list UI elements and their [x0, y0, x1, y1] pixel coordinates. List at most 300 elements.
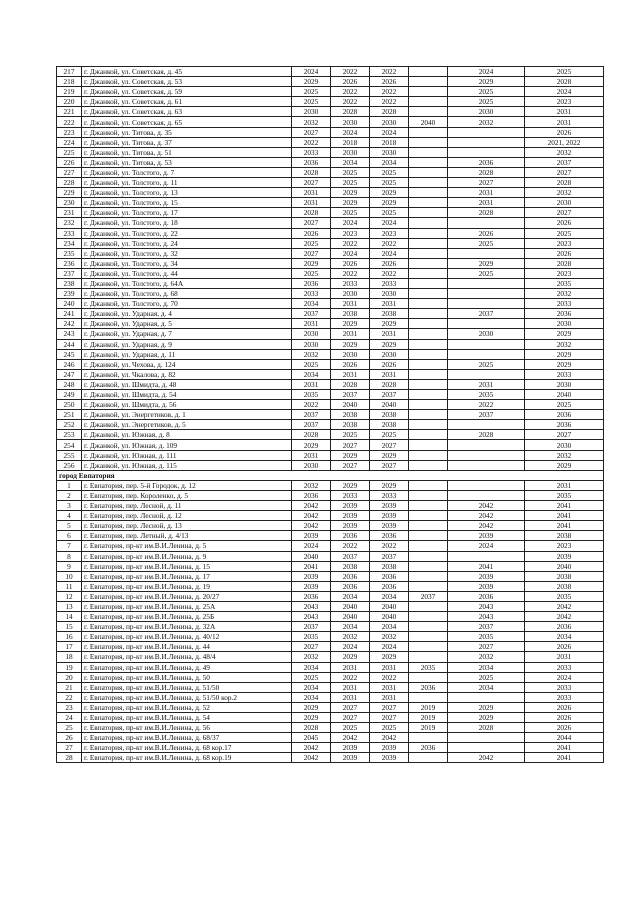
row-number: 239: [57, 289, 82, 299]
year-cell-3: 2034: [370, 157, 409, 167]
year-cell-2: 2033: [331, 278, 370, 288]
year-cell-5: 2039: [448, 531, 525, 541]
year-cell-1: 2040: [292, 551, 331, 561]
row-number: 251: [57, 410, 82, 420]
year-cell-6: 2033: [525, 369, 604, 379]
year-cell-3: 2031: [370, 299, 409, 309]
year-cell-1: 2034: [292, 299, 331, 309]
table-row: [57, 178, 604, 188]
year-cell-4: [409, 642, 448, 652]
year-cell-2: 2029: [331, 652, 370, 662]
year-cell-6: 2026: [525, 702, 604, 712]
table-row: [57, 430, 604, 440]
year-cell-4: [409, 248, 448, 258]
year-cell-6: 2032: [525, 147, 604, 157]
row-number: 24: [57, 713, 82, 723]
year-cell-3: 2022: [370, 97, 409, 107]
year-cell-4: [409, 67, 448, 77]
year-cell-3: 2039: [370, 501, 409, 511]
year-cell-5: 2034: [448, 662, 525, 672]
table-row: [57, 97, 604, 107]
year-cell-1: 2036: [292, 278, 331, 288]
year-cell-2: 2024: [331, 248, 370, 258]
year-cell-2: 2029: [331, 188, 370, 198]
year-cell-1: 2032: [292, 480, 331, 490]
year-cell-5: [448, 319, 525, 329]
year-cell-1: 2031: [292, 450, 331, 460]
year-cell-3: 2040: [370, 400, 409, 410]
year-cell-5: 2031: [448, 188, 525, 198]
row-number: 26: [57, 733, 82, 743]
year-cell-1: 2028: [292, 430, 331, 440]
year-cell-6: 2033: [525, 682, 604, 692]
table-row: [57, 420, 604, 430]
year-cell-4: [409, 692, 448, 702]
year-cell-4: [409, 228, 448, 238]
year-cell-2: 2027: [331, 440, 370, 450]
year-cell-2: 2029: [331, 450, 370, 460]
year-cell-1: 2034: [292, 692, 331, 702]
year-cell-6: 2031: [525, 480, 604, 490]
year-cell-5: 2036: [448, 157, 525, 167]
row-number: 19: [57, 662, 82, 672]
year-cell-2: 2028: [331, 107, 370, 117]
year-cell-4: [409, 369, 448, 379]
year-cell-6: 2033: [525, 299, 604, 309]
year-cell-6: 2035: [525, 490, 604, 500]
address-cell: г. Евпатория, пер. 5-й Городок, д. 12: [82, 480, 292, 490]
year-cell-5: [448, 450, 525, 460]
year-cell-3: 2032: [370, 632, 409, 642]
year-cell-3: 2022: [370, 67, 409, 77]
year-cell-6: 2041: [525, 501, 604, 511]
row-number: 247: [57, 369, 82, 379]
table-row: [57, 278, 604, 288]
year-cell-6: 2041: [525, 511, 604, 521]
year-cell-3: 2039: [370, 511, 409, 521]
section-header-row: [57, 470, 604, 480]
address-cell: г. Евпатория, пр-кт им.В.И.Ленина, д. 25Б: [82, 612, 292, 622]
address-cell: г. Евпатория, пр-кт им.В.И.Ленина, д. 51/50 кор.2: [82, 692, 292, 702]
year-cell-1: 2028: [292, 723, 331, 733]
year-cell-3: 2037: [370, 551, 409, 561]
year-cell-3: 2029: [370, 188, 409, 198]
year-cell-4: 2035: [409, 662, 448, 672]
section-title: город Евпатория: [57, 470, 604, 480]
year-cell-6: 2032: [525, 188, 604, 198]
row-number: 250: [57, 400, 82, 410]
year-cell-2: 2028: [331, 379, 370, 389]
year-cell-3: 2028: [370, 379, 409, 389]
year-cell-3: 2027: [370, 702, 409, 712]
table-row: [57, 289, 604, 299]
year-cell-4: [409, 359, 448, 369]
table-row: [57, 379, 604, 389]
year-cell-6: 2036: [525, 309, 604, 319]
row-number: 228: [57, 178, 82, 188]
year-cell-5: 2024: [448, 67, 525, 77]
year-cell-2: 2030: [331, 289, 370, 299]
address-cell: г. Джанкой, ул. Советская, д. 65: [82, 117, 292, 127]
year-cell-5: 2024: [448, 541, 525, 551]
address-cell: г. Евпатория, пер. Лесной, д. 12: [82, 511, 292, 521]
year-cell-3: 2030: [370, 349, 409, 359]
table-row: [57, 228, 604, 238]
table-row: [57, 642, 604, 652]
address-cell: г. Евпатория, пер. Летный, д. 4/13: [82, 531, 292, 541]
year-cell-3: 2027: [370, 460, 409, 470]
year-cell-4: [409, 87, 448, 97]
year-cell-2: 2038: [331, 410, 370, 420]
year-cell-6: 2038: [525, 581, 604, 591]
year-cell-5: 2025: [448, 672, 525, 682]
year-cell-2: 2034: [331, 622, 370, 632]
year-cell-4: [409, 672, 448, 682]
year-cell-4: [409, 612, 448, 622]
year-cell-2: 2025: [331, 208, 370, 218]
year-cell-2: 2037: [331, 390, 370, 400]
year-cell-2: 2024: [331, 642, 370, 652]
year-cell-5: 2042: [448, 501, 525, 511]
year-cell-2: 2031: [331, 662, 370, 672]
year-cell-4: [409, 400, 448, 410]
year-cell-1: 2027: [292, 127, 331, 137]
year-cell-5: 2026: [448, 228, 525, 238]
year-cell-4: [409, 198, 448, 208]
year-cell-5: 2031: [448, 379, 525, 389]
year-cell-2: 2022: [331, 268, 370, 278]
year-cell-6: 2033: [525, 662, 604, 672]
year-cell-3: 2031: [370, 329, 409, 339]
row-number: 238: [57, 278, 82, 288]
row-number: 3: [57, 501, 82, 511]
address-cell: г. Джанкой, ул. Шмидта, д. 54: [82, 390, 292, 400]
row-number: 253: [57, 430, 82, 440]
year-cell-3: 2022: [370, 541, 409, 551]
year-cell-3: 2036: [370, 531, 409, 541]
table-row: [57, 591, 604, 601]
row-number: 233: [57, 228, 82, 238]
table-row: [57, 682, 604, 692]
year-cell-5: [448, 460, 525, 470]
year-cell-5: 2039: [448, 571, 525, 581]
table-row: [57, 511, 604, 521]
year-cell-3: 2033: [370, 490, 409, 500]
year-cell-6: 2042: [525, 601, 604, 611]
year-cell-1: 2037: [292, 420, 331, 430]
year-cell-3: 2031: [370, 692, 409, 702]
year-cell-2: 2033: [331, 490, 370, 500]
year-cell-1: 2035: [292, 390, 331, 400]
row-number: 2: [57, 490, 82, 500]
address-cell: г. Евпатория, пр-кт им.В.И.Ленина, д. 68/37: [82, 733, 292, 743]
year-cell-4: [409, 450, 448, 460]
year-cell-3: 2031: [370, 369, 409, 379]
year-cell-4: [409, 622, 448, 632]
year-cell-6: 2035: [525, 278, 604, 288]
table-row: [57, 440, 604, 450]
year-cell-5: 2042: [448, 511, 525, 521]
year-cell-4: [409, 460, 448, 470]
year-cell-6: 2027: [525, 208, 604, 218]
year-cell-1: 2037: [292, 309, 331, 319]
year-cell-1: 2035: [292, 632, 331, 642]
year-cell-1: 2032: [292, 117, 331, 127]
year-cell-3: 2038: [370, 410, 409, 420]
table-row: [57, 359, 604, 369]
year-cell-5: 2043: [448, 612, 525, 622]
year-cell-4: 2019: [409, 723, 448, 733]
year-cell-6: 2026: [525, 723, 604, 733]
address-cell: г. Джанкой, ул. Толстого, д. 7: [82, 167, 292, 177]
year-cell-6: 2029: [525, 349, 604, 359]
year-cell-6: 2028: [525, 77, 604, 87]
year-cell-1: 2025: [292, 672, 331, 682]
year-cell-1: 2039: [292, 531, 331, 541]
year-cell-4: [409, 551, 448, 561]
year-cell-1: 2025: [292, 268, 331, 278]
year-cell-2: 2036: [331, 581, 370, 591]
table-row: [57, 601, 604, 611]
year-cell-2: 2018: [331, 137, 370, 147]
year-cell-3: 2040: [370, 612, 409, 622]
year-cell-1: 2042: [292, 753, 331, 763]
year-cell-3: 2025: [370, 430, 409, 440]
year-cell-3: 2025: [370, 208, 409, 218]
year-cell-1: 2037: [292, 410, 331, 420]
year-cell-3: 2026: [370, 77, 409, 87]
year-cell-6: 2032: [525, 339, 604, 349]
address-cell: г. Джанкой, ул. Южная, д. 115: [82, 460, 292, 470]
year-cell-2: 2030: [331, 117, 370, 127]
year-cell-5: [448, 349, 525, 359]
row-number: 244: [57, 339, 82, 349]
year-cell-2: 2025: [331, 178, 370, 188]
address-cell: г. Джанкой, ул. Чкалова, д. 82: [82, 369, 292, 379]
row-number: 245: [57, 349, 82, 359]
year-cell-6: 2036: [525, 410, 604, 420]
year-cell-2: 2040: [331, 601, 370, 611]
year-cell-5: 2037: [448, 309, 525, 319]
address-cell: г. Джанкой, ул. Толстого, д. 13: [82, 188, 292, 198]
year-cell-5: 2035: [448, 390, 525, 400]
address-cell: г. Джанкой, ул. Толстого, д. 32: [82, 248, 292, 258]
year-cell-4: [409, 258, 448, 268]
address-cell: г. Джанкой, ул. Ударная, д. 4: [82, 309, 292, 319]
year-cell-3: 2022: [370, 672, 409, 682]
year-cell-1: 2029: [292, 258, 331, 268]
year-cell-2: 2039: [331, 511, 370, 521]
row-number: 10: [57, 571, 82, 581]
table-row: [57, 258, 604, 268]
year-cell-1: 2024: [292, 67, 331, 77]
row-number: 8: [57, 551, 82, 561]
year-cell-4: [409, 571, 448, 581]
year-cell-6: 2025: [525, 400, 604, 410]
year-cell-6: 2027: [525, 430, 604, 440]
year-cell-4: [409, 531, 448, 541]
year-cell-4: [409, 480, 448, 490]
year-cell-2: 2031: [331, 692, 370, 702]
year-cell-3: 2022: [370, 268, 409, 278]
address-cell: г. Джанкой, ул. Южная, д. 8: [82, 430, 292, 440]
row-number: 232: [57, 218, 82, 228]
year-cell-2: 2029: [331, 319, 370, 329]
address-cell: г. Джанкой, ул. Толстого, д. 17: [82, 208, 292, 218]
table-row: [57, 652, 604, 662]
year-cell-3: 2031: [370, 662, 409, 672]
year-cell-2: 2031: [331, 329, 370, 339]
year-cell-4: [409, 157, 448, 167]
year-cell-4: [409, 97, 448, 107]
year-cell-4: [409, 178, 448, 188]
year-cell-1: 2041: [292, 561, 331, 571]
year-cell-1: 2034: [292, 369, 331, 379]
row-number: 226: [57, 157, 82, 167]
year-cell-4: [409, 430, 448, 440]
year-cell-1: 2025: [292, 238, 331, 248]
year-cell-1: 2024: [292, 541, 331, 551]
table-row: [57, 77, 604, 87]
row-number: 242: [57, 319, 82, 329]
year-cell-1: 2033: [292, 147, 331, 157]
year-cell-4: [409, 107, 448, 117]
year-cell-2: 2040: [331, 612, 370, 622]
year-cell-5: 2028: [448, 167, 525, 177]
year-cell-4: [409, 601, 448, 611]
year-cell-2: 2034: [331, 591, 370, 601]
year-cell-1: 2031: [292, 319, 331, 329]
year-cell-6: 2038: [525, 531, 604, 541]
row-number: 17: [57, 642, 82, 652]
year-cell-2: 2031: [331, 682, 370, 692]
year-cell-1: 2043: [292, 601, 331, 611]
year-cell-6: 2032: [525, 450, 604, 460]
table-row: [57, 501, 604, 511]
year-cell-6: 2026: [525, 642, 604, 652]
address-cell: г. Евпатория, пр-кт им.В.И.Ленина, д. 52: [82, 702, 292, 712]
year-cell-6: 2023: [525, 97, 604, 107]
row-number: 227: [57, 167, 82, 177]
row-number: 230: [57, 198, 82, 208]
year-cell-5: [448, 420, 525, 430]
year-cell-2: 2022: [331, 672, 370, 682]
year-cell-4: [409, 521, 448, 531]
year-cell-5: [448, 278, 525, 288]
year-cell-4: [409, 349, 448, 359]
address-cell: г. Евпатория, пр-кт им.В.И.Ленина, д. 40/12: [82, 632, 292, 642]
address-cell: г. Джанкой, ул. Толстого, д. 11: [82, 178, 292, 188]
address-cell: г. Джанкой, ул. Толстого, д. 44: [82, 268, 292, 278]
year-cell-6: 2041: [525, 743, 604, 753]
year-cell-5: [448, 218, 525, 228]
year-cell-4: [409, 501, 448, 511]
address-cell: г. Евпатория, пр-кт им.В.И.Ленина, д. 68 кор.17: [82, 743, 292, 753]
year-cell-3: 2024: [370, 642, 409, 652]
table-row: [57, 753, 604, 763]
row-number: 221: [57, 107, 82, 117]
year-cell-2: 2029: [331, 480, 370, 490]
table-row: [57, 188, 604, 198]
year-cell-5: [448, 127, 525, 137]
year-cell-2: 2022: [331, 238, 370, 248]
address-cell: г. Евпатория, пр-кт им.В.И.Ленина, д. 51/50: [82, 682, 292, 692]
year-cell-2: 2034: [331, 157, 370, 167]
table-row: [57, 581, 604, 591]
table-row: [57, 137, 604, 147]
row-number: 12: [57, 591, 82, 601]
year-cell-5: 2025: [448, 238, 525, 248]
year-cell-4: 2040: [409, 117, 448, 127]
year-cell-4: [409, 652, 448, 662]
year-cell-3: 2039: [370, 521, 409, 531]
address-cell: г. Евпатория, пр-кт им.В.И.Ленина, д. 68 кор.19: [82, 753, 292, 763]
table-row: [57, 632, 604, 642]
address-cell: г. Джанкой, ул. Ударная, д. 9: [82, 339, 292, 349]
year-cell-6: 2023: [525, 238, 604, 248]
year-cell-6: 2026: [525, 218, 604, 228]
address-cell: г. Евпатория, пр-кт им.В.И.Ленина, д. 15: [82, 561, 292, 571]
year-cell-2: 2031: [331, 299, 370, 309]
table-row: [57, 531, 604, 541]
row-number: 229: [57, 188, 82, 198]
year-cell-6: 2029: [525, 329, 604, 339]
table-row: [57, 268, 604, 278]
row-number: 219: [57, 87, 82, 97]
year-cell-4: [409, 278, 448, 288]
year-cell-3: 2029: [370, 198, 409, 208]
address-cell: г. Евпатория, пр-кт им.В.И.Ленина, д. 25А: [82, 601, 292, 611]
address-cell: г. Джанкой, ул. Толстого, д. 64А: [82, 278, 292, 288]
address-cell: г. Джанкой, ул. Советская, д. 53: [82, 77, 292, 87]
year-cell-4: [409, 390, 448, 400]
address-cell: г. Евпатория, пр-кт им.В.И.Ленина, д. 44: [82, 642, 292, 652]
year-cell-6: 2024: [525, 672, 604, 682]
row-number: 234: [57, 238, 82, 248]
year-cell-4: 2019: [409, 713, 448, 723]
year-cell-6: 2041: [525, 753, 604, 763]
year-cell-5: 2039: [448, 581, 525, 591]
year-cell-4: [409, 268, 448, 278]
year-cell-1: 2029: [292, 77, 331, 87]
address-cell: г. Джанкой, ул. Южная, д. 111: [82, 450, 292, 460]
table-row: [57, 117, 604, 127]
year-cell-2: 2026: [331, 258, 370, 268]
year-cell-4: [409, 440, 448, 450]
year-cell-1: 2027: [292, 218, 331, 228]
table-row: [57, 218, 604, 228]
year-cell-6: 2029: [525, 460, 604, 470]
year-cell-2: 2024: [331, 218, 370, 228]
table-row: [57, 561, 604, 571]
year-cell-4: [409, 147, 448, 157]
table-row: [57, 369, 604, 379]
year-cell-1: 2033: [292, 289, 331, 299]
year-cell-2: 2027: [331, 713, 370, 723]
year-cell-5: 2025: [448, 359, 525, 369]
table-row: [57, 390, 604, 400]
year-cell-1: 2031: [292, 198, 331, 208]
year-cell-6: 2031: [525, 117, 604, 127]
year-cell-4: [409, 561, 448, 571]
year-cell-5: 2037: [448, 410, 525, 420]
table-row: [57, 107, 604, 117]
table-row: [57, 521, 604, 531]
table-row: [57, 309, 604, 319]
year-cell-5: [448, 551, 525, 561]
year-cell-2: 2039: [331, 521, 370, 531]
year-cell-5: 2025: [448, 97, 525, 107]
